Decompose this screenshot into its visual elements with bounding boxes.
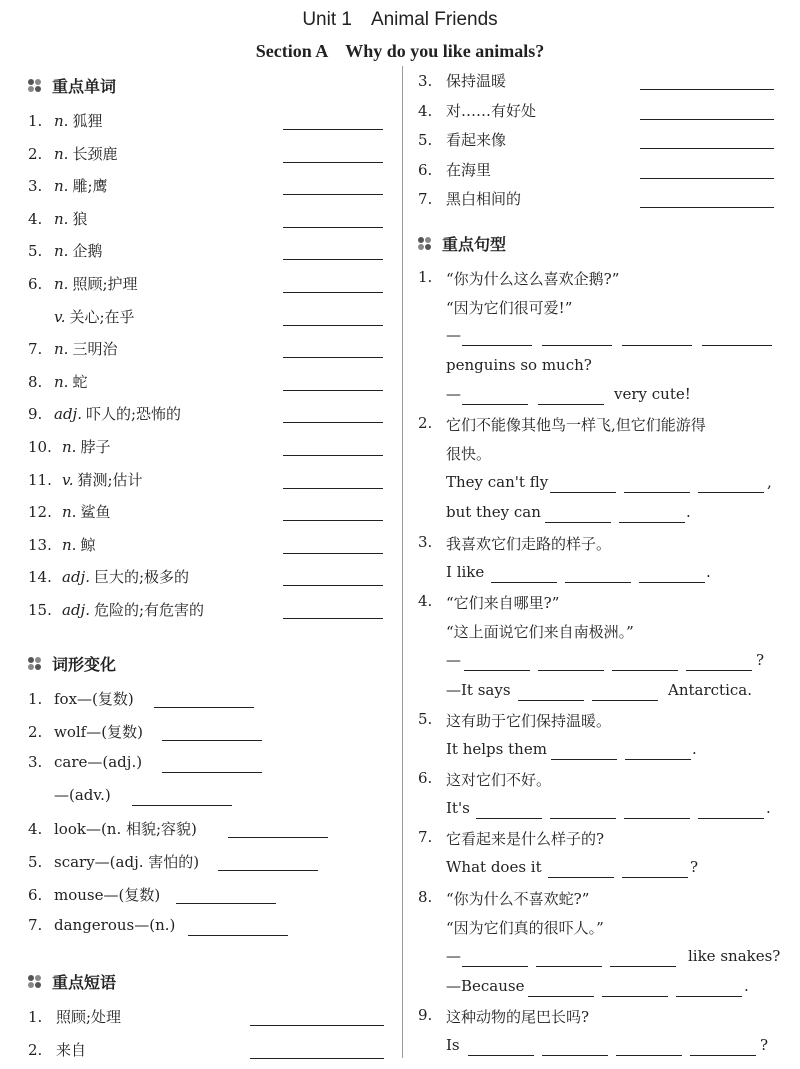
vocab-item xyxy=(28,371,87,392)
answer-blank[interactable] xyxy=(132,805,232,806)
wordform-item xyxy=(28,721,143,742)
item-number: 11. xyxy=(28,470,52,489)
phrase-text: 来自 xyxy=(56,1041,87,1059)
answer-blank[interactable] xyxy=(624,818,690,819)
vocab-item xyxy=(28,599,204,620)
item-number: 7. xyxy=(418,190,433,208)
sentence-4-number: 4. xyxy=(418,592,433,610)
part-of-speech: v. xyxy=(54,307,66,326)
answer-blank[interactable] xyxy=(550,818,616,819)
phrase-item xyxy=(418,129,506,150)
answer-blank[interactable] xyxy=(565,582,631,583)
item-number: 4. xyxy=(418,101,433,120)
answer-blank[interactable] xyxy=(639,582,705,583)
answer-blank[interactable] xyxy=(528,996,594,997)
sentence-7-cn: 它看起来是什么样子的? xyxy=(446,830,605,848)
sentence-9-cn: 这种动物的尾巴长吗? xyxy=(446,1008,590,1026)
wordform-item xyxy=(28,688,134,709)
answer-blank[interactable] xyxy=(283,618,383,619)
wordform-text: scary—(adj. 害怕的) xyxy=(54,853,200,871)
sentence-3-number: 3. xyxy=(418,533,433,551)
sentence-5-cn: 这有助于它们保持温暖。 xyxy=(446,712,612,730)
part-of-speech: n. xyxy=(54,372,69,391)
part-of-speech: n. xyxy=(62,438,77,456)
answer-blank[interactable] xyxy=(491,582,557,583)
meaning: 狼 xyxy=(72,209,88,228)
answer-blank[interactable] xyxy=(622,877,688,878)
vocab-item xyxy=(28,436,110,457)
vocab-item xyxy=(28,273,138,294)
answer-blank[interactable] xyxy=(283,488,383,489)
sentence-1-dash2: — xyxy=(446,385,461,403)
sentence-4-en-end: Antarctica. xyxy=(668,681,752,699)
sentence-3-cn: 我喜欢它们走路的样子。 xyxy=(446,535,612,553)
answer-blank[interactable] xyxy=(228,837,328,838)
sentence-5-en: It helps them xyxy=(446,740,547,758)
part-of-speech: adj. xyxy=(62,568,90,587)
answer-blank[interactable] xyxy=(464,670,530,671)
answer-blank[interactable] xyxy=(538,404,604,405)
vocab-item xyxy=(28,175,108,196)
answer-blank[interactable] xyxy=(690,1055,756,1056)
item-number: 5. xyxy=(28,853,43,871)
sentence-1-en-answer: very cute! xyxy=(614,385,691,403)
answer-blank[interactable] xyxy=(610,966,676,967)
item-number: 10. xyxy=(28,438,52,456)
item-number: 2. xyxy=(28,144,43,163)
sentence-1-en-question: penguins so much? xyxy=(446,356,592,374)
meaning: 狐狸 xyxy=(72,112,103,130)
sentences-heading: 重点句型 xyxy=(418,232,506,255)
answer-blank[interactable] xyxy=(462,345,532,346)
part-of-speech: n. xyxy=(54,112,69,130)
answer-blank[interactable] xyxy=(283,390,383,391)
part-of-speech: adj. xyxy=(54,405,82,424)
wordform-text: wolf—(复数) xyxy=(54,722,143,741)
answer-blank[interactable] xyxy=(592,700,658,701)
dash: — xyxy=(446,947,461,965)
sentence-1-cn-question: “你为什么这么喜欢企鹅?” xyxy=(446,270,620,288)
bullet-dots-icon xyxy=(28,657,44,671)
question-mark: ? xyxy=(756,651,765,669)
answer-blank[interactable] xyxy=(640,207,774,208)
part-of-speech: n. xyxy=(54,144,69,163)
sentence-2-en2: but they can xyxy=(446,503,541,521)
answer-blank[interactable] xyxy=(162,772,262,773)
period: . xyxy=(686,503,691,521)
meaning: 脖子 xyxy=(80,438,111,456)
item-number: 6. xyxy=(28,275,43,293)
answer-blank[interactable] xyxy=(283,162,383,163)
answer-blank[interactable] xyxy=(536,966,602,967)
wordform-text: look—(n. 相貌;容貌) xyxy=(54,820,197,839)
answer-blank[interactable] xyxy=(283,553,383,554)
part-of-speech: adj. xyxy=(62,601,90,619)
answer-blank[interactable] xyxy=(640,119,774,120)
meaning: 蛇 xyxy=(72,372,88,391)
item-number: 3. xyxy=(28,753,43,772)
item-number: 1. xyxy=(28,1008,43,1026)
part-of-speech: n. xyxy=(62,535,77,554)
answer-blank[interactable] xyxy=(702,345,772,346)
meaning: 猜测;估计 xyxy=(77,470,143,489)
item-number: 1. xyxy=(28,112,43,130)
meaning: 长颈鹿 xyxy=(72,144,118,163)
answer-blank[interactable] xyxy=(542,345,612,346)
sentence-8-cn2: “因为它们真的很吓人。” xyxy=(446,919,604,937)
vocab-item xyxy=(28,338,117,359)
sentence-4-cn: “它们来自哪里?” xyxy=(446,594,560,612)
answer-blank[interactable] xyxy=(676,996,742,997)
item-number: 7. xyxy=(28,340,43,359)
item-number: 2. xyxy=(28,722,43,741)
item-number: 13. xyxy=(28,535,52,554)
period: . xyxy=(692,740,697,758)
answer-blank[interactable] xyxy=(698,492,764,493)
sentence-6-cn: 这对它们不好。 xyxy=(446,771,552,789)
phrase-item xyxy=(418,70,506,91)
item-number: 4. xyxy=(28,209,43,228)
sentence-9-number: 9. xyxy=(418,1006,433,1024)
column-divider xyxy=(402,66,403,1058)
vocab-item xyxy=(28,501,110,522)
wordform-item xyxy=(28,884,160,905)
answer-blank[interactable] xyxy=(612,670,678,671)
item-number: 6. xyxy=(28,885,43,904)
wordform-item xyxy=(28,916,175,934)
item-number: 15. xyxy=(28,601,52,619)
sentence-8-number: 8. xyxy=(418,888,433,906)
vocab-item xyxy=(28,306,135,327)
answer-blank[interactable] xyxy=(188,935,288,936)
item-number: 5. xyxy=(28,242,43,261)
answer-blank[interactable] xyxy=(462,404,528,405)
period: . xyxy=(744,977,749,995)
answer-blank[interactable] xyxy=(686,670,752,671)
meaning: 巨大的;极多的 xyxy=(93,568,190,587)
item-number: 12. xyxy=(28,503,52,522)
phrase-text: 在海里 xyxy=(446,160,492,179)
answer-blank[interactable] xyxy=(548,877,614,878)
meaning: 三明治 xyxy=(72,340,118,359)
sentence-6-en: It's xyxy=(446,799,470,817)
answer-blank[interactable] xyxy=(283,455,383,456)
sentence-7-en: What does it xyxy=(446,858,542,876)
part-of-speech: n. xyxy=(54,209,69,228)
answer-blank[interactable] xyxy=(176,903,276,904)
answer-blank[interactable] xyxy=(619,522,685,523)
bullet-dots-icon xyxy=(28,79,44,93)
phrase-text: 照顾;处理 xyxy=(56,1008,122,1026)
answer-blank[interactable] xyxy=(283,259,383,260)
wordform-item xyxy=(28,818,197,839)
item-number: 7. xyxy=(28,916,43,935)
sentence-7-number: 7. xyxy=(418,828,433,846)
answer-blank[interactable] xyxy=(283,357,383,358)
wordform-text: mouse—(复数) xyxy=(54,885,161,904)
unit-title: Unit 1 Animal Friends xyxy=(302,9,498,30)
sentence-6-number: 6. xyxy=(418,769,433,787)
question-mark: ? xyxy=(690,858,699,876)
phrase-text: 保持温暖 xyxy=(446,72,507,90)
answer-blank[interactable] xyxy=(542,1055,608,1056)
sentence-1-number: 1. xyxy=(418,268,433,286)
vocab-item xyxy=(28,110,102,131)
sentence-2-en: They can't fly xyxy=(446,473,549,491)
wordform-text: —(adv.) xyxy=(54,785,111,804)
sentence-8-en: like snakes? xyxy=(688,947,781,965)
item-number: 14. xyxy=(28,568,52,587)
sentence-3-en: I like xyxy=(446,563,485,581)
answer-blank[interactable] xyxy=(616,1055,682,1056)
wordform-text: care—(adj.) xyxy=(54,753,143,772)
answer-blank[interactable] xyxy=(468,1055,534,1056)
part-of-speech: v. xyxy=(62,470,74,489)
vocab-item xyxy=(28,534,95,555)
vocab-item xyxy=(28,208,87,229)
answer-blank[interactable] xyxy=(538,670,604,671)
vocab-item xyxy=(28,240,102,261)
meaning: 关心;在乎 xyxy=(69,307,135,326)
answer-blank[interactable] xyxy=(640,148,774,149)
wordform-text: fox—(复数) xyxy=(54,690,134,708)
part-of-speech: n. xyxy=(62,503,77,522)
item-number: 5. xyxy=(418,131,433,149)
vocab-item xyxy=(28,566,189,587)
answer-blank[interactable] xyxy=(640,89,774,90)
meaning: 危险的;有危害的 xyxy=(93,601,205,619)
answer-blank[interactable] xyxy=(218,870,318,871)
answer-blank[interactable] xyxy=(550,492,616,493)
item-number: 9. xyxy=(28,405,43,424)
sentence-1-dash: — xyxy=(446,326,461,344)
sentence-1-cn-answer: “因为它们很可爱!” xyxy=(446,299,573,317)
phrase-item xyxy=(418,159,491,180)
answer-blank[interactable] xyxy=(283,520,383,521)
phrase-item xyxy=(28,1006,121,1027)
answer-blank[interactable] xyxy=(640,178,774,179)
sentence-8-en2: —Because xyxy=(446,977,525,995)
wordform-item xyxy=(28,753,142,771)
meaning: 吓人的;恐怖的 xyxy=(85,405,182,424)
answer-blank[interactable] xyxy=(283,129,383,130)
wordforms-heading: 词形变化 xyxy=(28,652,116,675)
phrase-text: 看起来像 xyxy=(446,131,507,149)
sentence-8-cn: “你为什么不喜欢蛇?” xyxy=(446,890,590,908)
item-number: 8. xyxy=(28,372,43,391)
sentence-2-number: 2. xyxy=(418,414,433,432)
answer-blank[interactable] xyxy=(698,818,764,819)
phrase-item xyxy=(418,100,536,121)
part-of-speech: n. xyxy=(54,340,69,359)
sentence-2-cn2: 很快。 xyxy=(446,445,492,463)
meaning: 鲨鱼 xyxy=(80,503,111,522)
comma: , xyxy=(767,473,772,491)
section-title: Section A Why do you like animals? xyxy=(255,41,545,61)
answer-blank[interactable] xyxy=(283,194,383,195)
period: . xyxy=(706,563,711,581)
phrase-item xyxy=(418,188,521,209)
item-number: 6. xyxy=(418,160,433,179)
meaning: 雕;鹰 xyxy=(72,177,108,196)
answer-blank[interactable] xyxy=(154,707,254,708)
sentence-4-cn2: “这上面说它们来自南极洲。” xyxy=(446,623,634,641)
answer-blank[interactable] xyxy=(283,325,383,326)
answer-blank[interactable] xyxy=(476,818,542,819)
item-number: 2. xyxy=(28,1041,43,1059)
phrase-item xyxy=(28,1039,86,1060)
answer-blank[interactable] xyxy=(625,759,691,760)
bullet-dots-icon xyxy=(28,975,44,989)
answer-blank[interactable] xyxy=(602,996,668,997)
period: . xyxy=(766,799,771,817)
sentence-2-cn: 它们不能像其他鸟一样飞,但它们能游得 xyxy=(446,416,706,434)
answer-blank[interactable] xyxy=(622,345,692,346)
sentence-5-number: 5. xyxy=(418,710,433,728)
meaning: 鲸 xyxy=(80,535,96,554)
dash: — xyxy=(446,651,461,669)
item-number: 4. xyxy=(28,820,43,839)
item-number: 3. xyxy=(28,177,43,196)
answer-blank[interactable] xyxy=(283,585,383,586)
wordform-item xyxy=(28,851,199,872)
meaning: 企鹅 xyxy=(72,242,103,261)
answer-blank[interactable] xyxy=(518,700,584,701)
answer-blank[interactable] xyxy=(250,1025,384,1026)
phrase-text: 黑白相间的 xyxy=(446,190,522,208)
wordform-text: dangerous—(n.) xyxy=(54,916,176,935)
vocab-item xyxy=(28,403,181,424)
answer-blank[interactable] xyxy=(283,422,383,423)
answer-blank[interactable] xyxy=(283,292,383,293)
part-of-speech: n. xyxy=(54,177,69,196)
answer-blank[interactable] xyxy=(462,966,528,967)
answer-blank[interactable] xyxy=(624,492,690,493)
vocab-heading: 重点单词 xyxy=(28,74,116,97)
sentence-9-en: Is xyxy=(446,1036,460,1054)
vocab-item xyxy=(28,143,117,164)
answer-blank[interactable] xyxy=(283,227,383,228)
sentence-4-en: —It says xyxy=(446,681,511,699)
vocab-item xyxy=(28,469,143,490)
phrases-heading: 重点短语 xyxy=(28,970,116,993)
bullet-dots-icon xyxy=(418,237,434,251)
item-number: 1. xyxy=(28,690,43,708)
phrase-text: 对……有好处 xyxy=(446,101,537,120)
answer-blank[interactable] xyxy=(551,759,617,760)
answer-blank[interactable] xyxy=(250,1058,384,1059)
answer-blank[interactable] xyxy=(162,740,262,741)
question-mark: ? xyxy=(760,1036,769,1054)
item-number: 3. xyxy=(418,72,433,90)
wordform-item xyxy=(28,786,111,804)
part-of-speech: n. xyxy=(54,275,69,293)
meaning: 照顾;护理 xyxy=(72,275,138,293)
part-of-speech: n. xyxy=(54,242,69,261)
answer-blank[interactable] xyxy=(545,522,611,523)
